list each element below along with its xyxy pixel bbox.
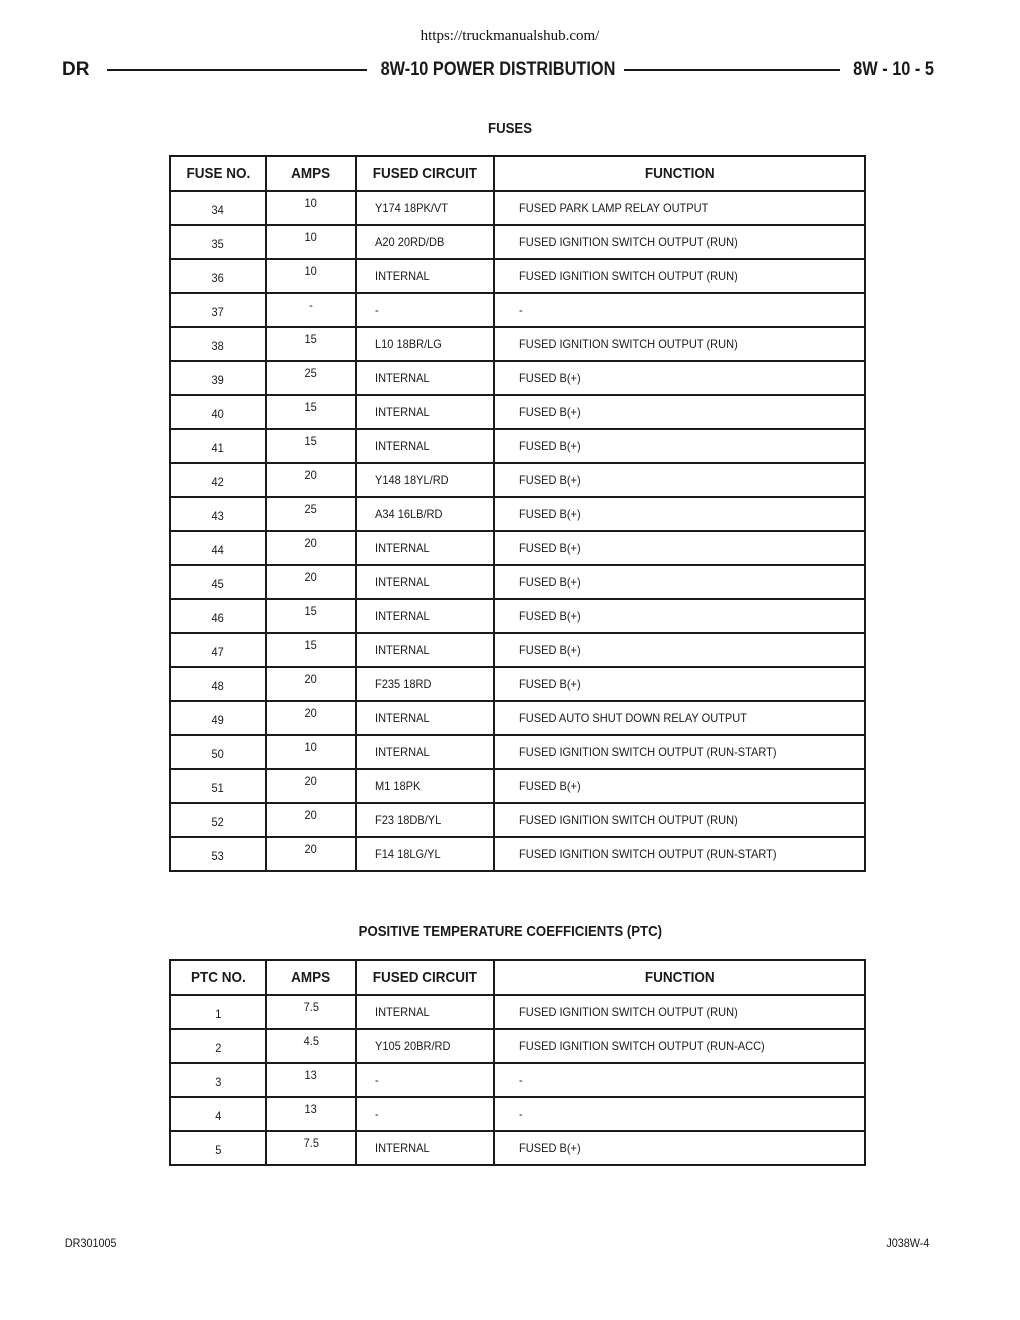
fused-circuit-cell — [356, 1063, 494, 1097]
amps-value: 7.5 — [303, 1136, 319, 1150]
fused-circuit-cell — [356, 361, 494, 395]
fuse-number-cell — [170, 565, 266, 599]
fuse-number-cell — [170, 633, 266, 667]
fuse-number: 45 — [211, 577, 225, 591]
fused-circuit: INTERNAL — [375, 711, 430, 725]
fuse-number-cell — [170, 327, 266, 361]
table-row — [170, 995, 865, 1029]
fused-circuit-cell — [356, 701, 494, 735]
fused-circuit-cell — [356, 191, 494, 225]
ptc-number-cell — [170, 995, 266, 1029]
function-text: FUSED B(+) — [519, 541, 581, 555]
fuses-title: FUSES — [487, 120, 532, 137]
ptc-number-cell — [170, 1029, 266, 1063]
amps-value-cell — [266, 1063, 356, 1097]
col-header-fused-circuit: FUSED CIRCUIT — [356, 960, 494, 995]
function-text: - — [519, 303, 523, 317]
amps-value: 20 — [304, 808, 318, 822]
amps-value-cell — [266, 701, 356, 735]
fused-circuit-cell — [356, 429, 494, 463]
fused-circuit: INTERNAL — [375, 1141, 430, 1155]
fuse-number-cell — [170, 259, 266, 293]
function-text: FUSED IGNITION SWITCH OUTPUT (RUN-START) — [519, 847, 777, 861]
table-row — [170, 803, 865, 837]
function-text-cell — [494, 361, 865, 395]
table-row — [170, 667, 865, 701]
amps-value-cell — [266, 463, 356, 497]
amps-value: 7.5 — [303, 1000, 319, 1014]
fused-circuit: Y105 20BR/RD — [375, 1039, 451, 1053]
fuse-number-cell — [170, 599, 266, 633]
fuse-number-cell — [170, 803, 266, 837]
amps-value: 15 — [304, 332, 318, 346]
fuse-number: 41 — [211, 441, 225, 455]
amps-value: 20 — [304, 672, 318, 686]
fuse-number: 34 — [211, 203, 225, 217]
fused-circuit-cell — [356, 1131, 494, 1165]
table-row — [170, 361, 865, 395]
fused-circuit-cell — [356, 395, 494, 429]
fuse-number: 38 — [211, 339, 225, 353]
function-text-cell — [494, 565, 865, 599]
function-text-cell — [494, 1029, 865, 1063]
function-text-cell — [494, 259, 865, 293]
table-row — [170, 837, 865, 871]
amps-value-cell — [266, 395, 356, 429]
function-text: FUSED B(+) — [519, 643, 581, 657]
fused-circuit: A34 16LB/RD — [375, 507, 443, 521]
function-text: FUSED IGNITION SWITCH OUTPUT (RUN) — [519, 813, 738, 827]
function-text-cell — [494, 463, 865, 497]
fuse-number: 52 — [211, 815, 225, 829]
amps-value-cell — [266, 1131, 356, 1165]
function-text: - — [519, 1073, 523, 1087]
page-number: 8W - 10 - 5 — [853, 59, 934, 80]
ptc-number: 5 — [214, 1143, 222, 1157]
function-text: FUSED IGNITION SWITCH OUTPUT (RUN-START) — [519, 745, 777, 759]
amps-value: 15 — [304, 434, 318, 448]
fused-circuit-cell — [356, 803, 494, 837]
fused-circuit: L10 18BR/LG — [375, 337, 442, 351]
fused-circuit-cell — [356, 667, 494, 701]
function-text: FUSED B(+) — [519, 405, 581, 419]
table-row — [170, 463, 865, 497]
ptc-number-cell — [170, 1131, 266, 1165]
function-text-cell — [494, 837, 865, 871]
fuse-number: 46 — [211, 611, 225, 625]
col-header-fused-circuit: FUSED CIRCUIT — [356, 156, 494, 191]
fused-circuit-cell — [356, 769, 494, 803]
function-text-cell — [494, 701, 865, 735]
amps-value: 20 — [304, 842, 318, 856]
fused-circuit: INTERNAL — [375, 371, 430, 385]
fuse-number: 42 — [211, 475, 225, 489]
amps-value-cell — [266, 837, 356, 871]
function-text-cell — [494, 803, 865, 837]
fuse-number: 44 — [211, 543, 225, 557]
fuse-number-cell — [170, 735, 266, 769]
fused-circuit: INTERNAL — [375, 745, 430, 759]
amps-value-cell — [266, 1097, 356, 1131]
fuse-number: 37 — [211, 305, 225, 319]
col-header-function: FUNCTION — [494, 960, 865, 995]
fuse-number-cell — [170, 429, 266, 463]
function-text: FUSED B(+) — [519, 473, 581, 487]
function-text: FUSED IGNITION SWITCH OUTPUT (RUN) — [519, 337, 738, 351]
col-header-ptc-no: PTC NO. — [170, 960, 266, 995]
amps-value: 20 — [304, 706, 318, 720]
page-title: 8W-10 POWER DISTRIBUTION — [380, 59, 616, 80]
fused-circuit: INTERNAL — [375, 1005, 430, 1019]
fuse-number-cell — [170, 837, 266, 871]
amps-value-cell — [266, 735, 356, 769]
fuse-number: 47 — [211, 645, 225, 659]
table-row — [170, 191, 865, 225]
fused-circuit-cell — [356, 225, 494, 259]
function-text-cell — [494, 995, 865, 1029]
table-row — [170, 565, 865, 599]
fused-circuit: - — [375, 1107, 379, 1121]
amps-value: 20 — [304, 468, 318, 482]
amps-value-cell — [266, 995, 356, 1029]
function-text: FUSED IGNITION SWITCH OUTPUT (RUN) — [519, 269, 738, 283]
fuse-number-cell — [170, 361, 266, 395]
amps-value: 15 — [304, 638, 318, 652]
function-text-cell — [494, 633, 865, 667]
fuse-number: 49 — [211, 713, 225, 727]
table-row — [170, 769, 865, 803]
amps-value: 10 — [304, 740, 318, 754]
fused-circuit: INTERNAL — [375, 609, 430, 623]
function-text-cell — [494, 429, 865, 463]
amps-value: 25 — [304, 366, 318, 380]
fused-circuit-cell — [356, 259, 494, 293]
fuse-number-cell — [170, 225, 266, 259]
table-row — [170, 599, 865, 633]
amps-value-cell — [266, 225, 356, 259]
fused-circuit: - — [375, 303, 379, 317]
ptc-number-cell — [170, 1063, 266, 1097]
fused-circuit: A20 20RD/DB — [375, 235, 445, 249]
fuses-header-row — [170, 156, 865, 191]
function-text-cell — [494, 1097, 865, 1131]
function-text-cell — [494, 225, 865, 259]
function-text-cell — [494, 327, 865, 361]
table-row — [170, 531, 865, 565]
function-text: FUSED PARK LAMP RELAY OUTPUT — [519, 201, 709, 215]
amps-value: 10 — [304, 230, 318, 244]
fuse-number: 35 — [211, 237, 225, 251]
amps-value: 15 — [304, 400, 318, 414]
fused-circuit: INTERNAL — [375, 405, 430, 419]
header-section-code: DR — [62, 59, 90, 80]
function-text-cell — [494, 735, 865, 769]
ptc-number-cell — [170, 1097, 266, 1131]
amps-value-cell — [266, 191, 356, 225]
function-text: FUSED B(+) — [519, 677, 581, 691]
function-text: FUSED B(+) — [519, 779, 581, 793]
amps-value-cell — [266, 293, 356, 327]
fused-circuit-cell — [356, 497, 494, 531]
fused-circuit-cell — [356, 1097, 494, 1131]
table-row — [170, 497, 865, 531]
table-row — [170, 429, 865, 463]
function-text: FUSED B(+) — [519, 575, 581, 589]
footer-figure-id: J038W-4 — [886, 1236, 930, 1250]
function-text: FUSED B(+) — [519, 439, 581, 453]
fuse-number-cell — [170, 293, 266, 327]
fused-circuit: M1 18PK — [375, 779, 421, 793]
table-row — [170, 327, 865, 361]
fused-circuit-cell — [356, 565, 494, 599]
fused-circuit: - — [375, 1073, 379, 1087]
ptc-number: 2 — [214, 1041, 222, 1055]
amps-value-cell — [266, 1029, 356, 1063]
fuse-number-cell — [170, 667, 266, 701]
ptc-table — [169, 959, 866, 1166]
col-header-function: FUNCTION — [494, 156, 865, 191]
amps-value: 10 — [304, 264, 318, 278]
table-row — [170, 1063, 865, 1097]
fuse-number: 40 — [211, 407, 225, 421]
function-text-cell — [494, 769, 865, 803]
function-text: FUSED IGNITION SWITCH OUTPUT (RUN) — [519, 1005, 738, 1019]
table-row — [170, 225, 865, 259]
amps-value-cell — [266, 531, 356, 565]
amps-value: 15 — [304, 604, 318, 618]
ptc-number: 1 — [214, 1007, 222, 1021]
function-text: FUSED IGNITION SWITCH OUTPUT (RUN) — [519, 235, 738, 249]
amps-value-cell — [266, 429, 356, 463]
fused-circuit-cell — [356, 293, 494, 327]
table-row — [170, 1029, 865, 1063]
fuse-number-cell — [170, 701, 266, 735]
function-text-cell — [494, 1131, 865, 1165]
table-row — [170, 293, 865, 327]
amps-value: 4.5 — [303, 1034, 319, 1048]
fuse-number-cell — [170, 463, 266, 497]
fused-circuit: Y174 18PK/VT — [375, 201, 449, 215]
col-header-amps: AMPS — [266, 960, 356, 995]
amps-value-cell — [266, 361, 356, 395]
table-row — [170, 259, 865, 293]
amps-value: - — [309, 298, 313, 312]
ptc-title: POSITIVE TEMPERATURE COEFFICIENTS (PTC) — [358, 923, 662, 940]
fused-circuit: Y148 18YL/RD — [375, 473, 449, 487]
amps-value: 10 — [304, 196, 318, 210]
footer-doc-id: DR301005 — [64, 1236, 117, 1250]
amps-value: 20 — [304, 536, 318, 550]
function-text: FUSED B(+) — [519, 507, 581, 521]
fused-circuit-cell — [356, 995, 494, 1029]
table-row — [170, 1131, 865, 1165]
ptc-number: 3 — [214, 1075, 222, 1089]
amps-value: 13 — [304, 1068, 318, 1082]
amps-value-cell — [266, 667, 356, 701]
amps-value-cell — [266, 599, 356, 633]
fused-circuit: F14 18LG/YL — [375, 847, 441, 861]
fuse-number-cell — [170, 531, 266, 565]
header-rule-right — [624, 69, 840, 71]
amps-value-cell — [266, 769, 356, 803]
function-text: FUSED AUTO SHUT DOWN RELAY OUTPUT — [519, 711, 747, 725]
fused-circuit-cell — [356, 599, 494, 633]
table-row — [170, 701, 865, 735]
page-header — [62, 58, 934, 84]
amps-value-cell — [266, 565, 356, 599]
amps-value-cell — [266, 327, 356, 361]
amps-value-cell — [266, 259, 356, 293]
fused-circuit-cell — [356, 1029, 494, 1063]
fuse-number: 53 — [211, 849, 225, 863]
fuse-number-cell — [170, 497, 266, 531]
function-text-cell — [494, 531, 865, 565]
fuse-number: 43 — [211, 509, 225, 523]
function-text: - — [519, 1107, 523, 1121]
amps-value: 20 — [304, 774, 318, 788]
function-text-cell — [494, 191, 865, 225]
function-text: FUSED B(+) — [519, 1141, 581, 1155]
table-row — [170, 633, 865, 667]
amps-value: 20 — [304, 570, 318, 584]
fuse-number: 51 — [211, 781, 225, 795]
fused-circuit-cell — [356, 735, 494, 769]
amps-value: 13 — [304, 1102, 318, 1116]
fuse-number-cell — [170, 769, 266, 803]
col-header-amps: AMPS — [266, 156, 356, 191]
fused-circuit-cell — [356, 463, 494, 497]
source-url[interactable]: https://truckmanualshub.com/ — [420, 28, 600, 44]
fused-circuit: F23 18DB/YL — [375, 813, 442, 827]
function-text-cell — [494, 497, 865, 531]
function-text: FUSED B(+) — [519, 371, 581, 385]
fuse-number-cell — [170, 395, 266, 429]
fused-circuit: F235 18RD — [375, 677, 432, 691]
fused-circuit: INTERNAL — [375, 541, 430, 555]
fused-circuit: INTERNAL — [375, 575, 430, 589]
fuse-number: 48 — [211, 679, 225, 693]
fuse-number: 39 — [211, 373, 225, 387]
amps-value-cell — [266, 803, 356, 837]
fused-circuit-cell — [356, 837, 494, 871]
fused-circuit-cell — [356, 633, 494, 667]
fuses-table — [169, 155, 866, 872]
fused-circuit: INTERNAL — [375, 269, 430, 283]
fuse-number: 50 — [211, 747, 225, 761]
function-text-cell — [494, 599, 865, 633]
amps-value-cell — [266, 633, 356, 667]
col-header-fuse-no: FUSE NO. — [170, 156, 266, 191]
table-row — [170, 735, 865, 769]
fused-circuit-cell — [356, 531, 494, 565]
function-text-cell — [494, 1063, 865, 1097]
table-row — [170, 395, 865, 429]
ptc-header-row — [170, 960, 865, 995]
function-text: FUSED IGNITION SWITCH OUTPUT (RUN-ACC) — [519, 1039, 765, 1053]
amps-value: 25 — [304, 502, 318, 516]
fused-circuit-cell — [356, 327, 494, 361]
function-text-cell — [494, 667, 865, 701]
table-row — [170, 1097, 865, 1131]
fused-circuit: INTERNAL — [375, 643, 430, 657]
function-text-cell — [494, 293, 865, 327]
amps-value-cell — [266, 497, 356, 531]
ptc-number: 4 — [214, 1109, 222, 1123]
function-text: FUSED B(+) — [519, 609, 581, 623]
fuse-number-cell — [170, 191, 266, 225]
fused-circuit: INTERNAL — [375, 439, 430, 453]
fuse-number: 36 — [211, 271, 225, 285]
function-text-cell — [494, 395, 865, 429]
